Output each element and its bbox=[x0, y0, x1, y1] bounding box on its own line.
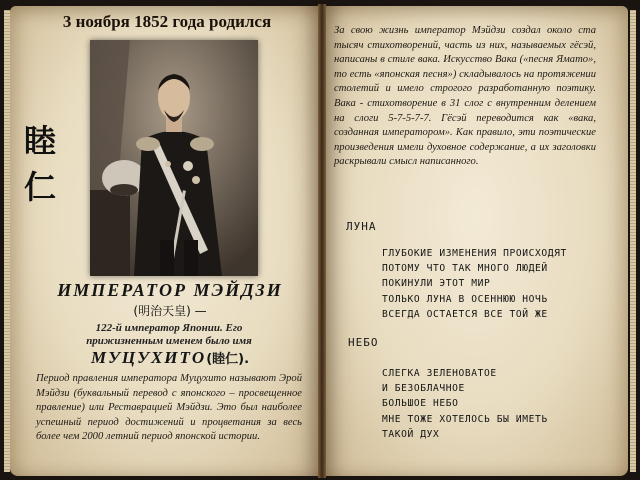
emperor-name-kanji: (明治天皇) — bbox=[133, 304, 207, 318]
birth-name-line bbox=[40, 348, 300, 368]
poem-line: ТАКОЙ ДУХ bbox=[382, 428, 440, 440]
kanji-char: 仁 bbox=[23, 168, 56, 206]
poem-line: БОЛЬШОЕ НЕБО bbox=[382, 398, 459, 410]
emperor-portrait bbox=[90, 40, 258, 276]
kanji-char: 睦 bbox=[23, 122, 56, 160]
poem-moon bbox=[382, 246, 610, 322]
poem-line: МНЕ ТОЖЕ ХОТЕЛОСЬ БЫ ИМЕТЬ bbox=[382, 413, 548, 425]
left-paragraph: Период правления императора Муцухито называют Эрой Мэйдзи (буквальный перевод с японского – просвещенное правление) или Реставрацией Мэйдзи. Это был наиболее успешный период достижений и процветания за весь более чем 2000 летний период японской истории. bbox=[36, 373, 302, 442]
emperor-description-line: прижизненным именем было имя bbox=[86, 335, 252, 347]
page-title: 3 ноября 1852 года родился bbox=[62, 12, 272, 31]
poem-title-sky: НЕБО bbox=[348, 336, 379, 349]
book-spine bbox=[318, 4, 326, 478]
page-edge-right bbox=[630, 10, 636, 472]
emperor-description-line: 122-й император Японии. Его bbox=[95, 322, 243, 334]
right-paragraph: За свою жизнь император Мэйдзи создал около ста тысяч стихотворений, часть из них, называемых гёсэй, написаны в стиле вака. Искусство Вака («песня Ямато», то есть «японская песня») складывалось на протяжении столетий и имело строгого разработанную поэтику. Вака - стихотворение в 31 слог с внутренним делением на слоги 5-7-5-7-7. Гёсэй переводится как «вака, созданная императором». Как правило, эти поэтические произведения имели духовное содержание, а их заголовки раскрывали смысл написанного. bbox=[334, 25, 596, 168]
poem-line: ПОКИНУЛИ ЭТОТ МИР bbox=[382, 278, 491, 290]
poem-line: ПОТОМУ ЧТО ТАК МНОГО ЛЮДЕЙ bbox=[382, 263, 548, 275]
birth-name-kanji: (睦仁). bbox=[206, 352, 250, 367]
emperor-description bbox=[66, 322, 272, 348]
poem-line: ГЛУБОКИЕ ИЗМЕНЕНИЯ ПРОИСХОДЯТ bbox=[382, 248, 567, 259]
poem-title-moon: ЛУНА bbox=[346, 220, 377, 233]
poem-line: ВСЕГДА ОСТАЕТСЯ ВСЕ ТОЙ ЖЕ bbox=[382, 308, 548, 320]
birth-name: МУЦУХИТО bbox=[90, 348, 207, 367]
kanji-vertical bbox=[20, 118, 60, 210]
emperor-name: ИМПЕРАТОР МЭЙДЗИ bbox=[57, 280, 283, 300]
poem-line: И БЕЗОБЛАЧНОЕ bbox=[382, 383, 465, 395]
poem-line: СЛЕГКА ЗЕЛЕНОВАТОЕ bbox=[382, 368, 497, 379]
poem-sky bbox=[382, 366, 610, 442]
poem-line: ТОЛЬКО ЛУНА В ОСЕННЮЮ НОЧЬ bbox=[382, 293, 548, 305]
